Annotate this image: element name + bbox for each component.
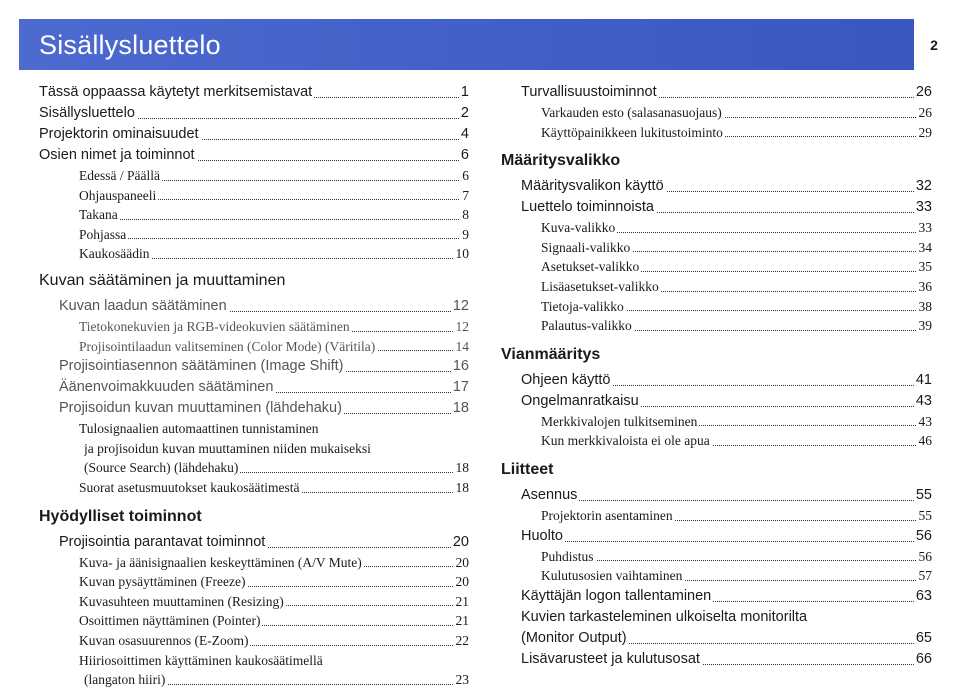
- toc-entry[interactable]: [521, 197, 932, 218]
- toc-entry[interactable]: [541, 218, 932, 238]
- section-heading: Vianmääritys: [501, 345, 601, 363]
- toc-entry[interactable]: [79, 317, 469, 337]
- toc-entry-title: Huolto: [521, 527, 563, 544]
- toc-entry-title: Tietokonekuvien ja RGB-videokuvien säätäminen: [79, 318, 350, 334]
- toc-entry-title: (langaton hiiri): [84, 672, 166, 688]
- toc-entry[interactable]: [59, 296, 469, 317]
- toc-entry-title: Hiiriosoittimen käyttäminen kaukosäätimellä: [79, 652, 323, 668]
- section-heading: Kuvan säätäminen ja muuttaminen: [39, 271, 286, 289]
- toc-entry-title: Tietoja-valikko: [541, 298, 624, 314]
- toc-entry[interactable]: [84, 458, 469, 478]
- toc-entry-title: Sisällysluettelo: [39, 105, 135, 121]
- toc-entry-title: Signaali-valikko: [541, 239, 631, 255]
- toc-entry-title: Kuvan pysäyttäminen (Freeze): [79, 574, 246, 590]
- toc-entry-title: Suorat asetusmuutokset kaukosäätimestä: [79, 479, 300, 495]
- toc-entry-title: Kun merkkivaloista ei ole apua: [541, 433, 710, 449]
- toc-entry-page: 9: [460, 225, 469, 245]
- toc-entry[interactable]: [521, 176, 932, 197]
- toc-entry-title: Projektorin ominaisuudet: [39, 126, 199, 142]
- section-heading: Määritysvalikko: [501, 152, 621, 170]
- toc-entry-page: 8: [460, 205, 469, 225]
- toc-entry[interactable]: [39, 124, 469, 145]
- toc-entry[interactable]: [521, 586, 932, 607]
- toc-entry-page: 18: [451, 398, 469, 419]
- toc-entry-title: Edessä / Päällä: [79, 168, 160, 183]
- toc-entry[interactable]: [541, 123, 932, 143]
- toc-entry[interactable]: [79, 572, 469, 592]
- toc-entry-page: 20: [454, 572, 470, 592]
- toc-entry-title: Ohjauspaneeli: [79, 187, 157, 203]
- toc-entry[interactable]: [541, 297, 932, 317]
- toc-entry-page: 2: [459, 103, 469, 124]
- toc-entry-title: Äänenvoimakkuuden säätäminen: [59, 379, 274, 396]
- toc-entry[interactable]: [521, 649, 932, 670]
- toc-entry-page: 22: [454, 631, 470, 651]
- toc-entry-page: 23: [454, 670, 470, 690]
- toc-entry-page: 65: [914, 628, 932, 649]
- toc-entry-page: 20: [454, 553, 470, 573]
- section-heading: Hyödylliset toiminnot: [39, 507, 202, 525]
- toc-entry-page: 16: [451, 356, 469, 377]
- toc-entry[interactable]: [59, 377, 469, 398]
- toc-entry[interactable]: [79, 166, 469, 186]
- toc-entry-title: Projisointiasennon säätäminen (Image Shift): [59, 358, 344, 375]
- toc-entry-title: Kuvien tarkasteleminen ulkoiselta monitorilta: [521, 608, 808, 625]
- toc-entry-page: 33: [917, 218, 933, 238]
- toc-entry[interactable]: [79, 186, 469, 206]
- toc-entry[interactable]: [541, 431, 932, 451]
- toc-entry-page: 7: [460, 186, 469, 206]
- toc-entry-title: Lisäasetukset-valikko: [541, 278, 659, 294]
- toc-entry-title: Lisävarusteet ja kulutusosat: [521, 650, 700, 667]
- toc-entry-page: 39: [917, 316, 933, 336]
- toc-entry[interactable]: [541, 316, 932, 336]
- page-title: Sisällysluettelo: [39, 30, 221, 60]
- toc-entry-page: 1: [459, 82, 469, 103]
- toc-entry-page: 26: [914, 82, 932, 103]
- toc-left-column: [39, 82, 469, 690]
- toc-entry-title: Tässä oppaassa käytetyt merkitsemistavat: [39, 84, 313, 100]
- toc-entry-page: 12: [451, 296, 469, 317]
- toc-entry-page: 12: [454, 317, 470, 337]
- toc-entry-title: Varkauden esto (salasanasuojaus): [541, 105, 722, 120]
- toc-entry[interactable]: [521, 607, 932, 628]
- toc-entry-title: Ohjeen käyttö: [521, 371, 611, 388]
- toc-entry-page: 20: [451, 532, 469, 553]
- toc-entry-page: 55: [914, 485, 932, 506]
- toc-entry-page: 55: [917, 506, 933, 526]
- toc-entry-page: 4: [459, 124, 469, 145]
- toc-entry-page: 63: [914, 586, 932, 607]
- toc-entry-page: 35: [917, 257, 933, 277]
- toc-entry[interactable]: [79, 419, 469, 439]
- toc-entry[interactable]: [79, 631, 469, 651]
- toc-entry[interactable]: [59, 532, 469, 553]
- toc-entry[interactable]: [541, 566, 932, 586]
- toc-entry[interactable]: [541, 257, 932, 277]
- toc-entry-page: 56: [914, 526, 932, 547]
- toc-entry-page: 38: [917, 297, 933, 317]
- toc-entry-title: Palautus-valikko: [541, 318, 632, 334]
- toc-entry-page: 18: [454, 458, 470, 478]
- toc-entry[interactable]: [39, 103, 469, 124]
- toc-entry[interactable]: [541, 412, 932, 432]
- toc-entry-page: 17: [451, 377, 469, 398]
- toc-entry-title: Määritysvalikon käyttö: [521, 178, 664, 195]
- toc-entry-page: 57: [917, 566, 933, 586]
- toc-entry[interactable]: [59, 398, 469, 419]
- toc-right-column: [501, 82, 932, 670]
- toc-entry-page: 26: [917, 103, 933, 123]
- toc-entry[interactable]: [79, 244, 469, 264]
- toc-entry-page: 56: [917, 547, 933, 567]
- toc-entry-page: 18: [454, 478, 470, 498]
- toc-entry-page: 33: [914, 197, 932, 218]
- toc-entry-page: 14: [454, 337, 470, 357]
- toc-entry[interactable]: [79, 337, 469, 357]
- toc-entry[interactable]: [39, 82, 469, 103]
- toc-entry-title: Pohjassa: [79, 226, 127, 242]
- toc-entry-title: Projisointilaadun valitseminen (Color Mode) (Väritila): [79, 338, 376, 354]
- toc-entry[interactable]: [79, 205, 469, 225]
- toc-entry-title: Projektorin asentaminen: [541, 507, 673, 523]
- page-number: 2: [930, 37, 938, 53]
- page-header: [19, 19, 914, 70]
- toc-entry-title: Puhdistus: [541, 548, 594, 564]
- toc-entry-page: 41: [914, 370, 932, 391]
- toc-entry-title: Tulosignaalien automaattinen tunnistaminen: [79, 421, 319, 437]
- toc-entry-title: Käyttäjän logon tallentaminen: [521, 587, 712, 604]
- toc-entry-title: Asennus: [521, 486, 578, 503]
- toc-entry[interactable]: [84, 439, 469, 459]
- toc-entry-title: Kuva- ja äänisignaalien keskeyttäminen (A/V Mute): [79, 554, 362, 570]
- toc-entry[interactable]: [521, 370, 932, 391]
- toc-entry-title: Asetukset-valikko: [541, 259, 640, 275]
- toc-entry-title: Kuva-valikko: [541, 220, 616, 236]
- toc-entry-title: Osoittimen näyttäminen (Pointer): [79, 613, 261, 629]
- toc-entry-title: Osien nimet ja toiminnot: [39, 147, 195, 163]
- toc-entry-title: (Monitor Output): [521, 629, 627, 646]
- toc-entry-page: 66: [914, 649, 932, 670]
- section-heading: Liitteet: [501, 460, 554, 478]
- toc-entry-page: 6: [460, 166, 469, 186]
- toc-entry[interactable]: [79, 592, 469, 612]
- toc-entry[interactable]: [79, 651, 469, 671]
- toc-entry[interactable]: [79, 611, 469, 631]
- toc-entry-title: Kulutusosien vaihtaminen: [541, 568, 683, 584]
- toc-entry-page: 46: [917, 431, 933, 451]
- toc-entry-title: Kaukosäädin: [79, 246, 150, 262]
- toc-entry[interactable]: [39, 145, 469, 166]
- toc-entry-title: Kuvan osasuurennos (E-Zoom): [79, 632, 249, 648]
- toc-entry-page: 32: [914, 176, 932, 197]
- toc-entry[interactable]: [541, 277, 932, 297]
- toc-entry[interactable]: [79, 478, 469, 498]
- toc-entry[interactable]: [59, 356, 469, 377]
- toc-entry-page: 10: [454, 244, 470, 264]
- toc-entry-title: Turvallisuustoiminnot: [521, 84, 657, 100]
- toc-entry[interactable]: [541, 506, 932, 526]
- toc-entry[interactable]: [521, 485, 932, 506]
- toc-entry[interactable]: [541, 103, 932, 123]
- toc-entry-title: (Source Search) (lähdehaku): [84, 460, 239, 476]
- toc-entry[interactable]: [521, 391, 932, 412]
- toc-entry-page: 43: [914, 391, 932, 412]
- toc-entry-page: 21: [454, 611, 470, 631]
- toc-entry[interactable]: [79, 553, 469, 573]
- toc-entry-page: 6: [459, 145, 469, 166]
- toc-entry-title: Kuvasuhteen muuttaminen (Resizing): [79, 593, 284, 609]
- toc-entry-title: Ongelmanratkaisu: [521, 392, 639, 409]
- toc-entry[interactable]: [521, 526, 932, 547]
- toc-entry-title: Takana: [79, 207, 118, 223]
- toc-entry[interactable]: [84, 670, 469, 690]
- toc-entry-title: Kuvan laadun säätäminen: [59, 297, 227, 314]
- toc-entry-page: 29: [917, 123, 933, 143]
- toc-entry-page: 43: [917, 412, 933, 432]
- toc-entry-title: ja projisoidun kuvan muuttaminen niiden mukaiseksi: [84, 440, 371, 456]
- toc-entry-title: Merkkivalojen tulkitseminen: [541, 413, 698, 429]
- toc-entry[interactable]: [541, 547, 932, 567]
- toc-entry[interactable]: [79, 225, 469, 245]
- toc-entry-page: 21: [454, 592, 470, 612]
- toc-entry[interactable]: [541, 238, 932, 258]
- toc-entry-title: Projisointia parantavat toiminnot: [59, 533, 266, 550]
- toc-entry-title: Luettelo toiminnoista: [521, 199, 654, 216]
- toc-entry-page: 34: [917, 238, 933, 258]
- toc-entry[interactable]: [521, 628, 932, 649]
- toc-entry-page: 36: [917, 277, 933, 297]
- toc-entry-title: Projisoidun kuvan muuttaminen (lähdehaku): [59, 400, 342, 417]
- toc-entry-title: Käyttöpainikkeen lukitustoiminto: [541, 124, 723, 140]
- toc-entry[interactable]: [521, 82, 932, 103]
